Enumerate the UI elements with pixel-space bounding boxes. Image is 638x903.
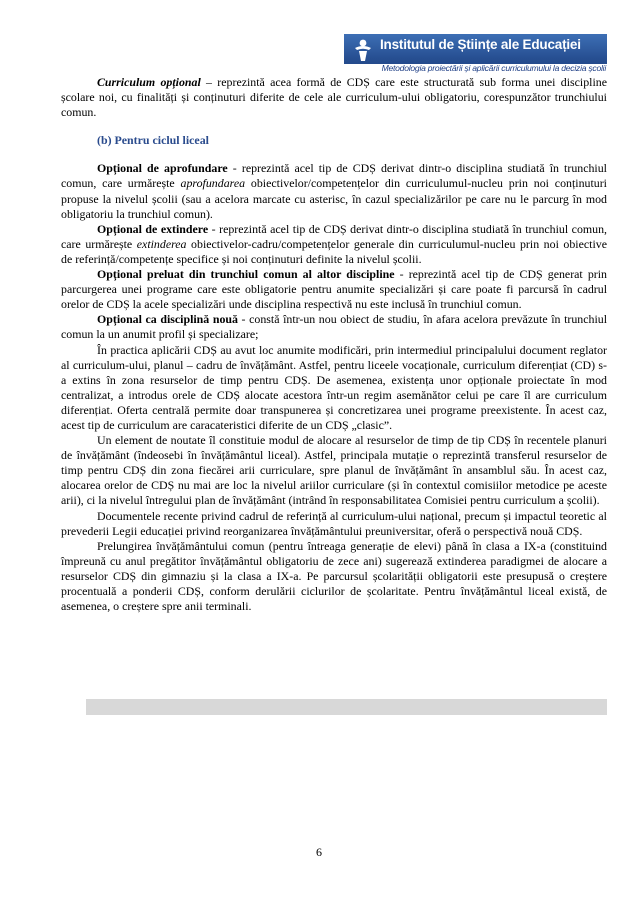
header-banner bbox=[344, 34, 607, 74]
footer-divider-bar bbox=[86, 699, 607, 715]
term: Opțional de aprofundare bbox=[97, 161, 228, 176]
header-subtitle-strip bbox=[344, 64, 607, 74]
paragraph-optional-preluat: Opțional preluat din trunchiul comun al altor discipline - reprezintă acel tip de CDȘ generat prin parcurgerea unei programe care este obligatorie pentru anumite specializări și care poate fi parcursă în cadrul orelor de CDȘ la acele specializări unde disciplina respectivă nu este inclusă în trunchiul comun. bbox=[61, 267, 607, 312]
paragraph-optional-aprofundare: Opțional de aprofundare - reprezintă acel tip de CDȘ derivat dintr-o disciplina studiată în trunchiul comun, care urmărește aprofundarea obiectivelor/competențelor din curriculumul-nucleu prin noi conținuturi propuse la nivelul școlii (sau a acelora marcate cu asterisc, în cazul specializărilor pe care nu le parcurg în mod obligatoriu la trunchiul comun). bbox=[61, 161, 607, 221]
paragraph-curriculum-optional: Curriculum opțional – reprezintă acea formă de CDȘ care este structurată sub forma unei discipline școlare noi, cu finalități și conținuturi diferite de cele ale curriculum-ului obligatoriu, corespunzător trunchiului comun. bbox=[61, 75, 607, 120]
paragraph-practica: În practica aplicării CDȘ au avut loc anumite modificări, prin intermediul principalului document reglator al curriculum-ului, planul – cadru de învățământ. Astfel, pentru liceele vocaționale, curriculum diferențiat (CD) s-a extins în zona resurselor de timp pentru CDȘ. De asemenea, existența unor opționale proiectate în mod centralizat, a introdus orele de CDȘ alocate acestora într-un regim asemănător celui pe care îl are curriculum diferențiat. Oferta centrală permite doar transpunerea și concretizarea unei programe preexistente. În acest caz, acest tip de curriculum are caracateristici diferite de un CDȘ „clasic”. bbox=[61, 342, 607, 432]
paragraph-documente: Documentele recente privind cadrul de referință al curriculum-ului național, precum și impactul teoretic al prevederii Legii educației privind reorganizarea învățământului preuniversitar, oferă o perspectivă nouă CDȘ. bbox=[61, 508, 607, 538]
term: Opțional ca disciplină nouă bbox=[97, 312, 238, 327]
term: Opțional preluat din trunchiul comun al altor discipline bbox=[97, 267, 395, 282]
header-subtitle: Metodologia proiectării și aplicării curriculumului la decizia școlii bbox=[381, 63, 606, 73]
paragraph-optional-disciplina-noua: Opțional ca disciplină nouă - constă într-un nou obiect de studiu, în afara acelora prevăzute în trunchiul comun la un anumit profil și specializare; bbox=[61, 312, 607, 342]
term: Opțional de extindere bbox=[97, 221, 209, 236]
paragraph-prelungirea: Prelungirea învățământului comun (pentru întreaga generație de elevi) până în clasa a IX-a (constituind împreună cu anul pregătitor învățământul obligatoriu de zece ani) sugerează extinderea paradigmei de alocare a resurselor CDȘ din gimnaziu și la clasa a IX-a. Pe parcursul școlarității obligatorii este presupusă o creștere procentuală a ponderii CDȘ, conform derulării ciclurilor de școlaritate. Pentru învățământul liceal există, de asemenea, o creștere spre anii terminali. bbox=[61, 538, 607, 614]
paragraph-optional-extindere: Opțional de extindere - reprezintă acel tip de CDȘ derivat dintr-o disciplina studiată în trunchiul comun, care urmărește extinderea obiectivelor-cadru/competențelor generale din curriculumul-nucleu prin noi obiective de referință/competențe specifice și noi conținuturi definite la nivelul școlii. bbox=[61, 221, 607, 266]
institute-title: Institutul de Științe ale Educației bbox=[380, 37, 581, 52]
page-number: 6 bbox=[316, 845, 322, 859]
section-title: (b) Pentru ciclul liceal bbox=[97, 133, 209, 148]
ise-logo-icon bbox=[352, 38, 374, 62]
term: Curriculum opțional bbox=[97, 75, 201, 89]
paragraph-noutate: Un element de noutate îl constituie modul de alocare al resurselor de timp de tip CDȘ în recentele planuri de învățământ (îndeosebi în învățământul liceal). Astfel, principala mutație o reprezintă transferul resurselor de timp pentru CDȘ din zona fiecărei arii curriculare, spre planul de învățământ în ansamblul său. În acest caz, alocarea orelor de CDȘ nu mai are loc la nivelul ariilor curriculare (și în contextul comisiilor metodice pe aceste arii), ci la nivelul întregului plan de învățământ (intrând în responsabilitatea Comisiei pentru curriculum a școlii). bbox=[61, 433, 607, 508]
document-body bbox=[61, 75, 607, 614]
